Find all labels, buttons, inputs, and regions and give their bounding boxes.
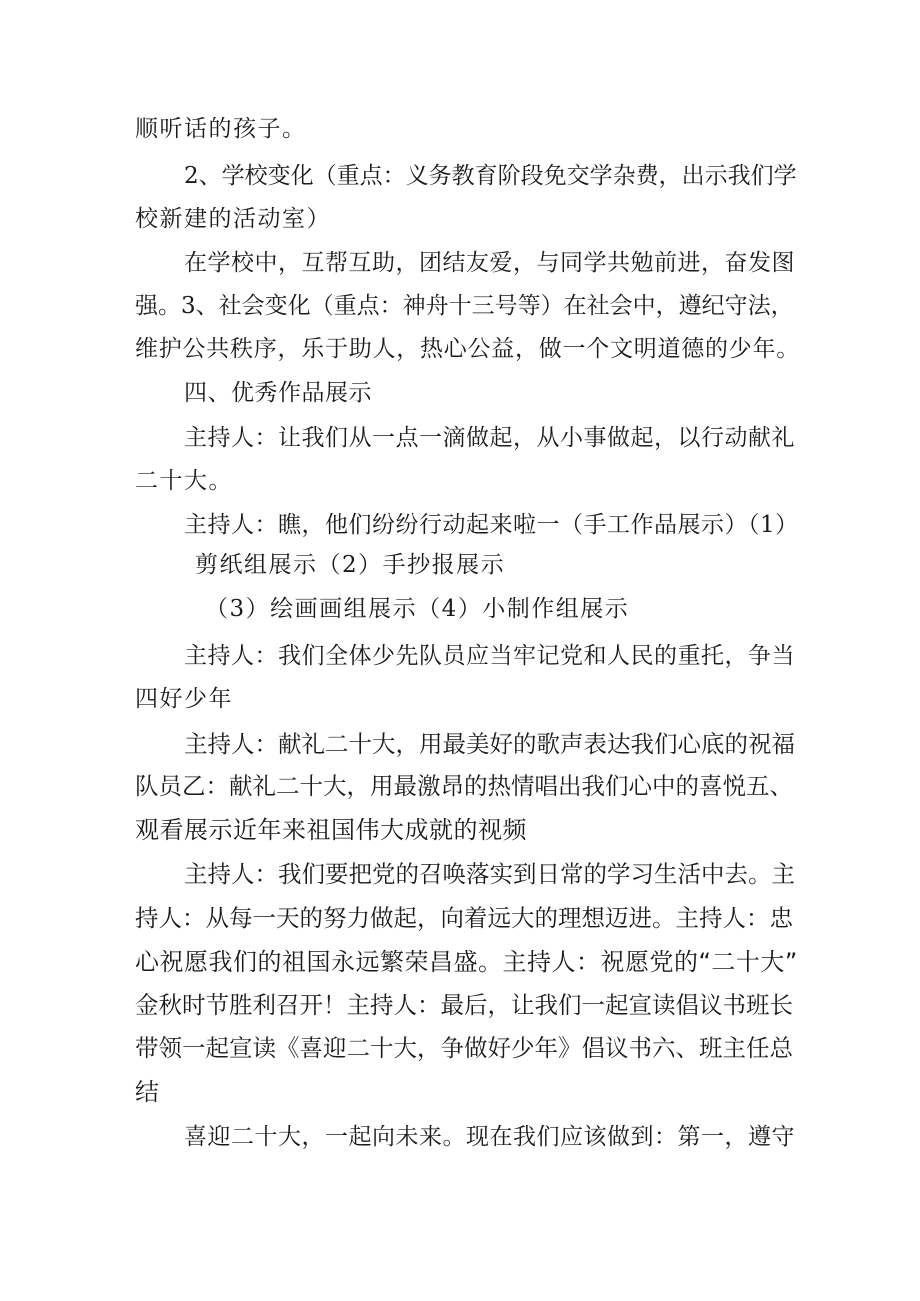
text-line-13: 主持人：我们全体少先队员应当牢记党和人民的重托，争当 (184, 643, 795, 669)
text-line-10: 主持人：瞧，他们纷纷行动起来啦一（手工作品展示）（1） (184, 512, 799, 538)
text-line-19: 持人：从每一天的努力做起，向着远大的理想迈进。主持人：忠 (135, 904, 793, 932)
text-line-15: 主持人：献礼二十大，用最美好的歌声表达我们心底的祝福 (184, 730, 795, 758)
text-line-12: （3）绘画画组展示（4）小制作组展示 (205, 596, 630, 622)
text-line-22: 带领一起宣读《喜迎二十大，争做好少年》倡议书六、班主任总 (135, 1034, 793, 1062)
text-line-3: 校新建的活动室） (135, 206, 331, 232)
text-line-6: 维护公共秩序，乐于助人，热心公益，做一个文明道德的少年。 (135, 336, 800, 362)
text-line-2: 2、学校变化（重点：义务教育阶段免交学杂费，出示我们学 (184, 163, 797, 189)
text-line-5: 强。3、社会变化（重点：神舟十三号等）在社会中，遵纪守法， (135, 293, 794, 319)
text-line-24: 喜迎二十大，一起向未来。现在我们应该做到：第一，遵守 (184, 1124, 795, 1150)
text-line-14: 四好少年 (135, 686, 233, 712)
section-heading-4: 四、优秀作品展示 (184, 380, 372, 406)
text-line-9: 二十大。 (135, 468, 233, 494)
text-line-20: 心祝愿我们的祖国永远繁荣昌盛。主持人：祝愿党的“二十大” (135, 948, 798, 976)
text-line-23: 结 (135, 1078, 160, 1106)
text-line-4: 在学校中，互帮互助，团结友爱，与同学共勉前进，奋发图 (184, 250, 795, 276)
text-line-21: 金秋时节胜利召开！主持人：最后，让我们一起宣读倡议书班长 (135, 991, 793, 1019)
text-line-16: 队员乙：献礼二十大，用最激昂的热情唱出我们心中的喜悦五、 (135, 772, 793, 800)
text-line-18: 主持人：我们要把党的召唤落实到日常的学习生活中去。主 (184, 860, 795, 888)
text-line-1: 顺听话的孩子。 (135, 116, 307, 142)
text-line-11: 剪纸组展示（2）手抄报展示 (195, 552, 506, 578)
text-line-8: 主持人：让我们从一点一滴做起，从小事做起，以行动献礼 (184, 425, 795, 451)
text-line-17: 观看展示近年来祖国伟大成就的视频 (135, 816, 527, 844)
